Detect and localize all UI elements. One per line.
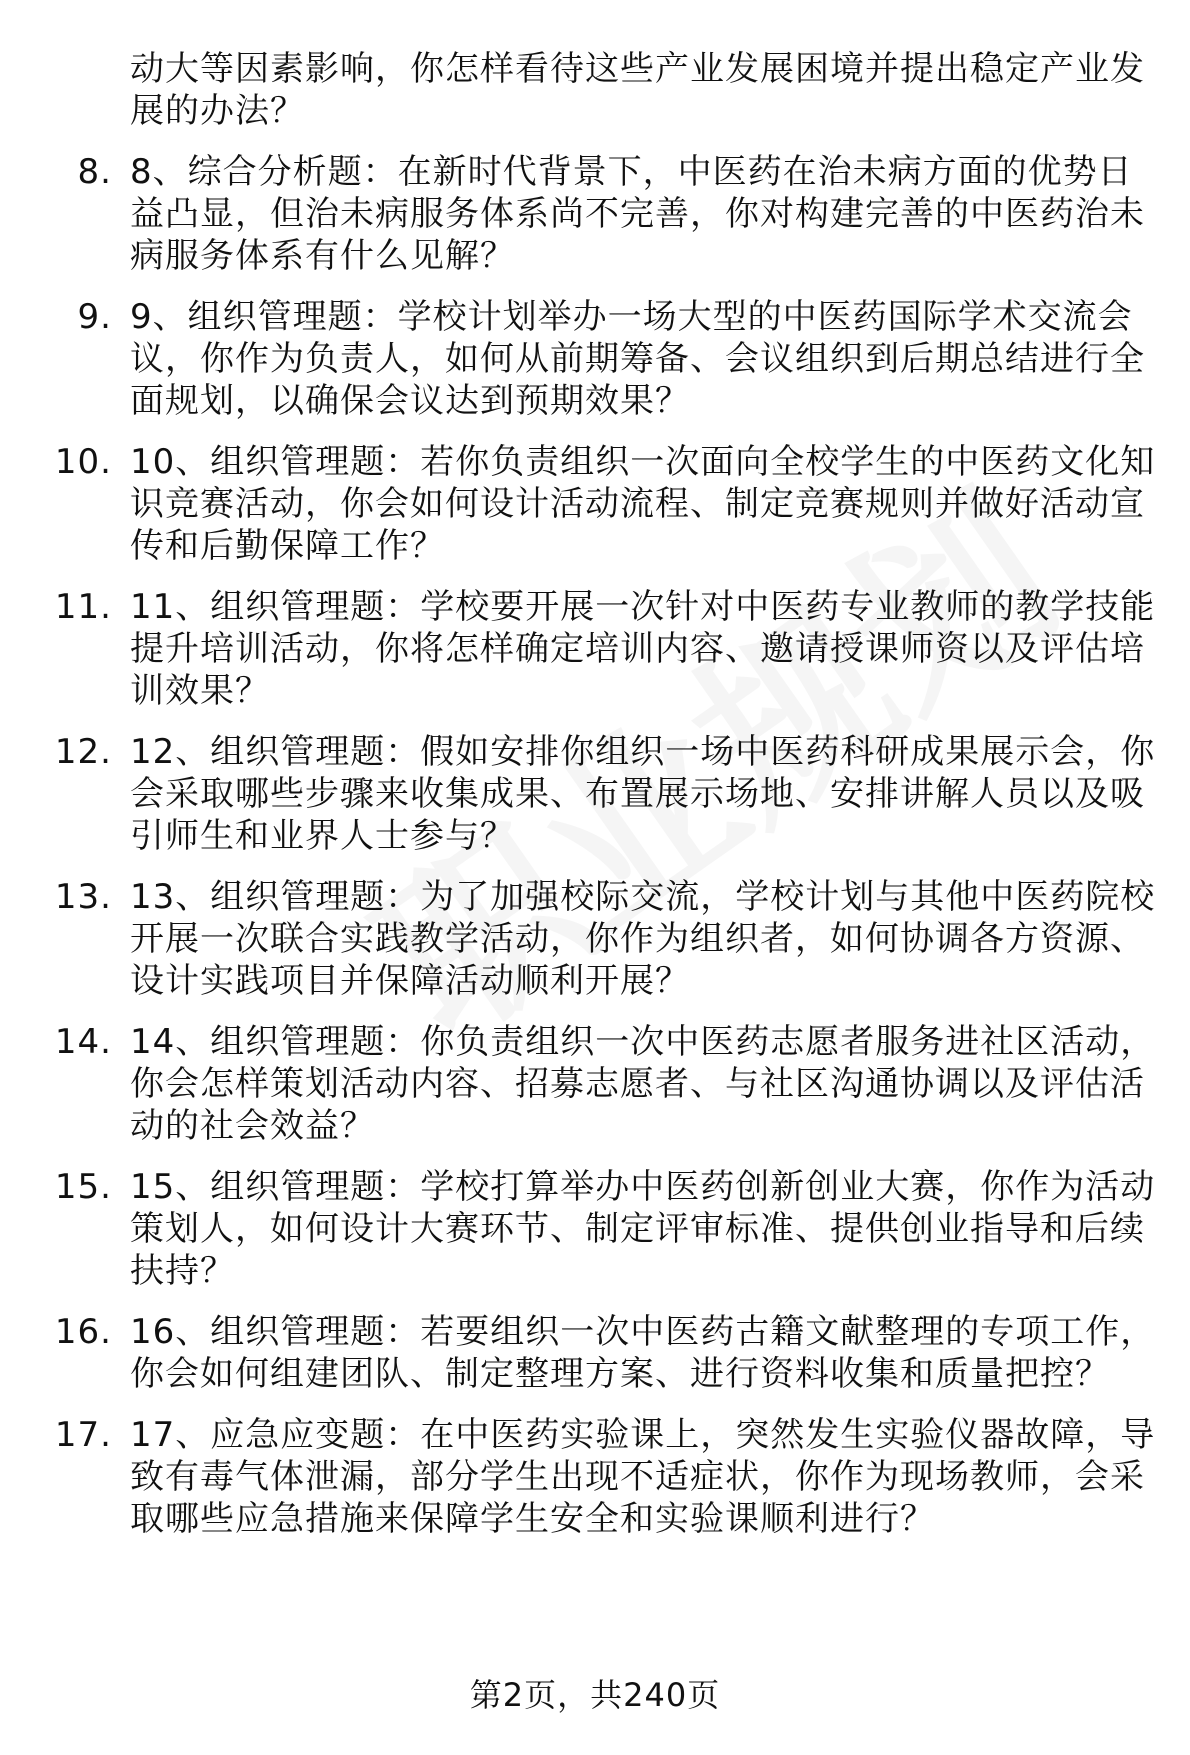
list-item-number: 11. [54,587,112,627]
list-item-number: 8. [77,152,112,192]
list-item-number: 16. [54,1312,112,1352]
list-item [0,1021,1190,1147]
list-item-text: 16、组织管理题：若要组织一次中医药古籍文献整理的专项工作，你会如何组建团队、制定整理方案、进行资料收集和质量把控？ [130,1312,1156,1394]
list-item-text: 13、组织管理题：为了加强校际交流，学校计划与其他中医药院校开展一次联合实践教学活动，你作为组织者，如何协调各方资源、设计实践项目并保障活动顺利开展？ [130,877,1156,1001]
list-item-number: 10. [54,442,112,482]
list-item-number: 9. [77,297,112,337]
list-item [0,151,1190,277]
list-item [0,731,1190,857]
list-item [0,1414,1190,1540]
list-item-text: 11、组织管理题：学校要开展一次针对中医药专业教师的教学技能提升培训活动，你将怎样确定培训内容、邀请授课师资以及评估培训效果？ [130,587,1156,711]
continuation-paragraph: 动大等因素影响，你怎样看待这些产业发展困境并提出稳定产业发展的办法？ [130,49,1145,131]
list-item [0,1166,1190,1292]
list-item-text: 10、组织管理题：若你负责组织一次面向全校学生的中医药文化知识竞赛活动，你会如何设计活动流程、制定竞赛规则并做好活动宣传和后勤保障工作？ [130,442,1156,566]
list-item-text: 9、组织管理题：学校计划举办一场大型的中医药国际学术交流会议，你作为负责人，如何从前期筹备、会议组织到后期总结进行全面规划，以确保会议达到预期效果？ [130,297,1145,421]
list-item [0,586,1190,712]
list-item [0,876,1190,1002]
list-item-text: 8、综合分析题：在新时代背景下，中医药在治未病方面的优势日益凸显，但治未病服务体系尚不完善，你对构建完善的中医药治未病服务体系有什么见解？ [130,152,1145,276]
list-item-number: 15. [54,1167,112,1207]
list-item [0,1311,1190,1395]
list-item [0,441,1190,567]
list-item-number: 17. [54,1415,112,1455]
question-list [0,48,1190,1559]
list-item-text: 14、组织管理题：你负责组织一次中医药志愿者服务进社区活动，你会怎样策划活动内容、招募志愿者、与社区沟通协调以及评估活动的社会效益？ [130,1022,1156,1146]
list-item-text: 17、应急应变题：在中医药实验课上，突然发生实验仪器故障，导致有毒气体泄漏，部分学生出现不适症状，你作为现场教师，会采取哪些应急措施来保障学生安全和实验课顺利进行？ [130,1415,1156,1539]
list-item-number: 13. [54,877,112,917]
list-item [0,296,1190,422]
list-item-number: 12. [54,732,112,772]
page-footer: 第2页，共240页 [469,1676,721,1714]
list-item-number: 14. [54,1022,112,1062]
list-item-text: 12、组织管理题：假如安排你组织一场中医药科研成果展示会，你会采取哪些步骤来收集成果、布置展示场地、安排讲解人员以及吸引师生和业界人士参与？ [130,732,1156,856]
list-item-text: 15、组织管理题：学校打算举办中医药创新创业大赛，你作为活动策划人，如何设计大赛环节、制定评审标准、提供创业指导和后续扶持？ [130,1167,1156,1291]
